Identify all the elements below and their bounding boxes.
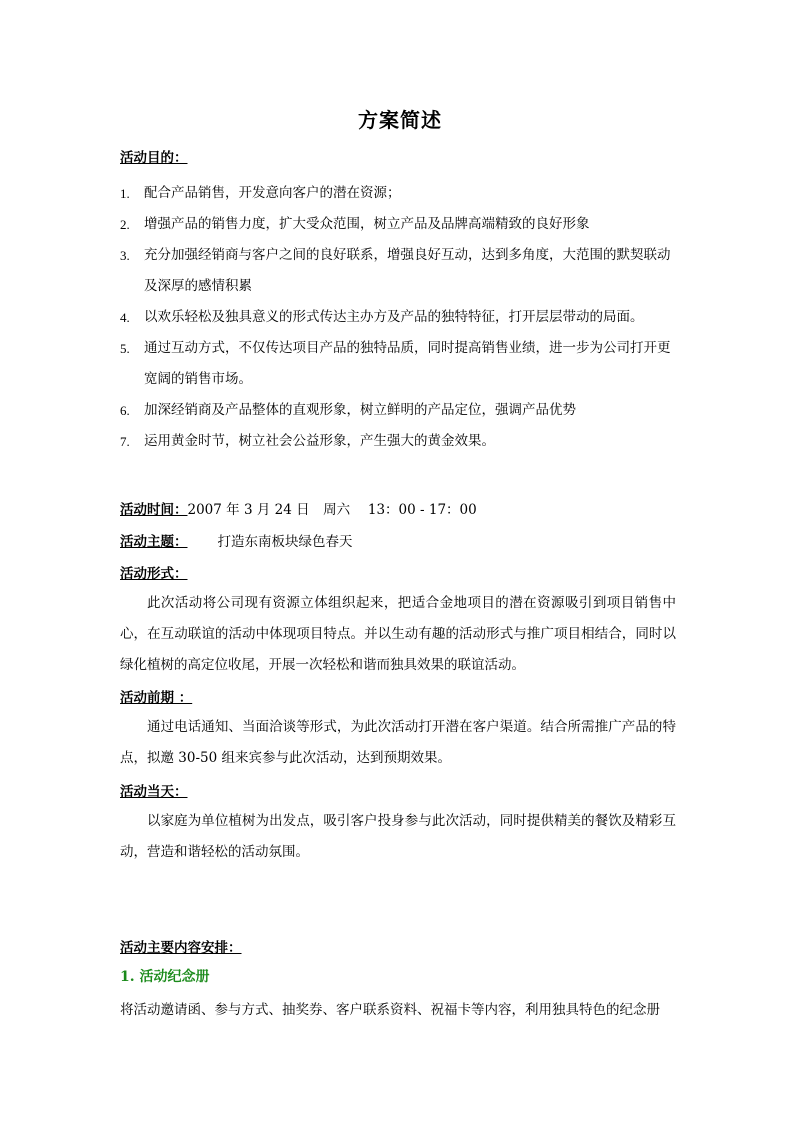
content-heading: 活动主要内容安排：	[120, 940, 242, 956]
list-number: 5.	[120, 341, 130, 356]
list-item-text: 运用黄金时节，树立社会公益形象，产生强大的黄金效果。	[144, 433, 495, 449]
list-item	[120, 240, 680, 302]
list-item	[120, 395, 680, 426]
list-number: 1.	[120, 186, 130, 201]
list-item	[120, 302, 680, 333]
theme-line	[120, 530, 353, 550]
list-number: 3.	[120, 248, 130, 263]
day-heading: 活动当天：	[120, 784, 188, 800]
pre-paragraph: 通过电话通知、当面洽谈等形式，为此次活动打开潜在客户渠道。结合所需推广产品的特点，拟邀 30-50 组来宾参与此次活动，达到预期效果。	[120, 719, 676, 766]
list-item-text: 以欢乐轻松及独具意义的形式传达主办方及产品的独特特征，打开层层带动的局面。	[144, 309, 644, 325]
list-number: 2.	[120, 217, 130, 232]
list-number: 4.	[120, 310, 130, 325]
list-item	[120, 209, 680, 240]
list-item	[120, 426, 680, 457]
time-line	[120, 498, 477, 518]
page-title: 方案简述	[358, 108, 442, 132]
subsection-text: 将活动邀请函、参与方式、抽奖券、客户联系资料、祝福卡等内容，利用独具特色的纪念册	[120, 1002, 660, 1018]
list-item-text: 配合产品销售，开发意向客户的潜在资源；	[144, 185, 401, 201]
purpose-heading: 活动目的：	[120, 150, 188, 166]
list-item	[120, 178, 680, 209]
day-paragraph: 以家庭为单位植树为出发点，吸引客户投身参与此次活动，同时提供精美的餐饮及精彩互动，营造和谐轻松的活动氛围。	[120, 813, 676, 860]
theme-value: 打造东南板块绿色春天	[217, 534, 353, 550]
list-item-text: 充分加强经销商与客户之间的良好联系，增强良好互动，达到多角度，大范围的默契联动及深厚的感情积累	[144, 247, 671, 294]
form-heading: 活动形式：	[120, 566, 188, 582]
list-item-text: 通过互动方式，不仅传达项目产品的独特品质，同时提高销售业绩，进一步为公司打开更宽阔的销售市场。	[144, 340, 671, 387]
time-value: 2007 年 3 月 24 日 周六 13：00 - 17：00	[187, 502, 477, 518]
list-number: 7.	[120, 434, 130, 449]
time-heading: 活动时间：	[120, 502, 188, 518]
list-item-text: 加深经销商及产品整体的直观形象，树立鲜明的产品定位，强调产品优势	[144, 402, 576, 418]
form-paragraph: 此次活动将公司现有资源立体组织起来，把适合金地项目的潜在资源吸引到项目销售中心，在互动联谊的活动中体现项目特点。并以生动有趣的活动形式与推广项目相结合，同时以绿化植树的高定位收尾，开展一次轻松和谐而独具效果的联谊活动。	[120, 595, 676, 673]
list-number: 6.	[120, 403, 130, 418]
subsection-title: 1. 活动纪念册	[120, 969, 210, 985]
theme-heading: 活动主题：	[120, 534, 188, 550]
purpose-list	[120, 178, 680, 457]
list-item-text: 增强产品的销售力度，扩大受众范围，树立产品及品牌高端精致的良好形象	[144, 216, 590, 232]
pre-heading: 活动前期 ：	[120, 690, 193, 706]
list-item	[120, 333, 680, 395]
